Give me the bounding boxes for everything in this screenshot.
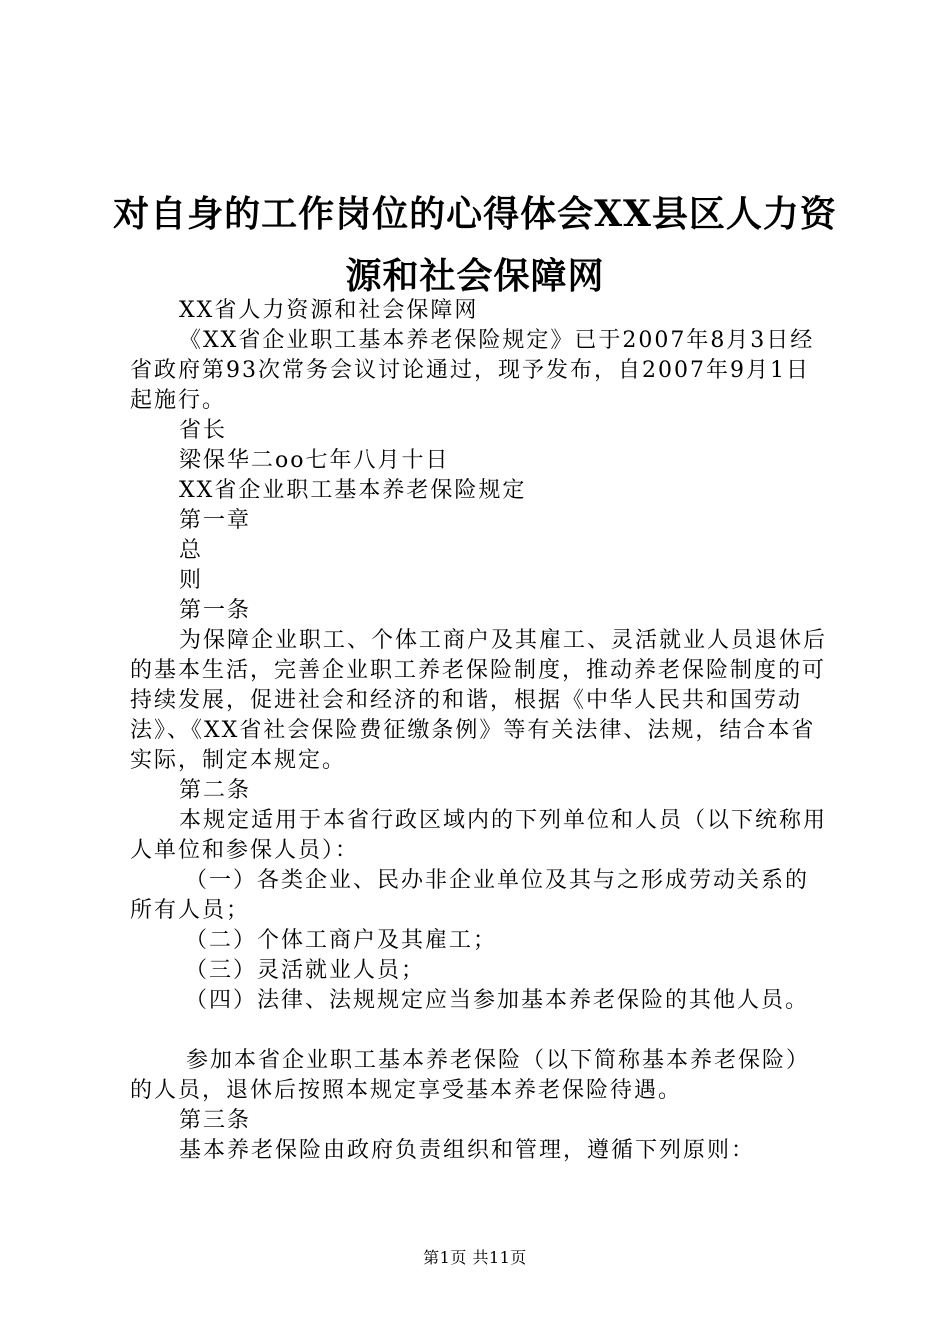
paragraph-spacer [130,1016,830,1046]
paragraph-announcement: 《XX省企业职工基本养老保险规定》已于2007年8月3日经省政府第93次常务会议讨论通过，现予发布，自2007年9月1日起施行。 [130,328,815,413]
chapter-name-part-1: 总 [179,538,204,563]
article-heading-2: 第二条 [179,778,252,803]
article-2-item-2: （二）个体工商户及其雇工； [185,928,498,953]
paragraph-signer-date: 梁保华二oo七年八月十日 [179,448,450,473]
article-heading-3: 第三条 [179,1108,252,1133]
article-heading-1: 第一条 [179,598,252,623]
article-2-text: 本规定适用于本省行政区域内的下列单位和人员（以下统称用人单位和参保人员）： [130,808,828,863]
document-title-line-2: 源和社会保障网 [345,255,605,297]
document-title-line-1: 对自身的工作岗位的心得体会XX县区人力资 [113,193,837,235]
article-3-text: 基本养老保险由政府负责组织和管理，遵循下列原则： [179,1138,756,1163]
article-2-item-4: （四）法律、法规规定应当参加基本养老保险的其他人员。 [185,988,810,1013]
document-body [130,296,830,1166]
article-2-item-1: （一）各类企业、民办非企业单位及其与之形成劳动关系的所有人员； [130,868,810,923]
paragraph-source: XX省人力资源和社会保障网 [179,298,479,323]
chapter-name-part-2: 则 [179,568,204,593]
paragraph-regulation-title: XX省企业职工基本养老保险规定 [179,478,527,503]
article-2-supplement: 参加本省企业职工基本养老保险（以下简称基本养老保险）的人员，退休后按照本规定享受基本养老保险待遇。 [130,1048,811,1103]
page-footer: 第1页 共11页 [423,1248,527,1267]
paragraph-signer-title: 省长 [179,418,228,443]
article-2-item-3: （三）灵活就业人员； [185,958,426,983]
article-1-text: 为保障企业职工、个体工商户及其雇工、灵活就业人员退休后的基本生活，完善企业职工养老保险制度，推动养老保险制度的可持续发展，促进社会和经济的和谐，根据《中华人民共和国劳动法》、《XX省社会保险费征缴条例》等有关法律、法规，结合本省实际，制定本规定。 [130,628,828,773]
chapter-heading: 第一章 [179,508,252,533]
